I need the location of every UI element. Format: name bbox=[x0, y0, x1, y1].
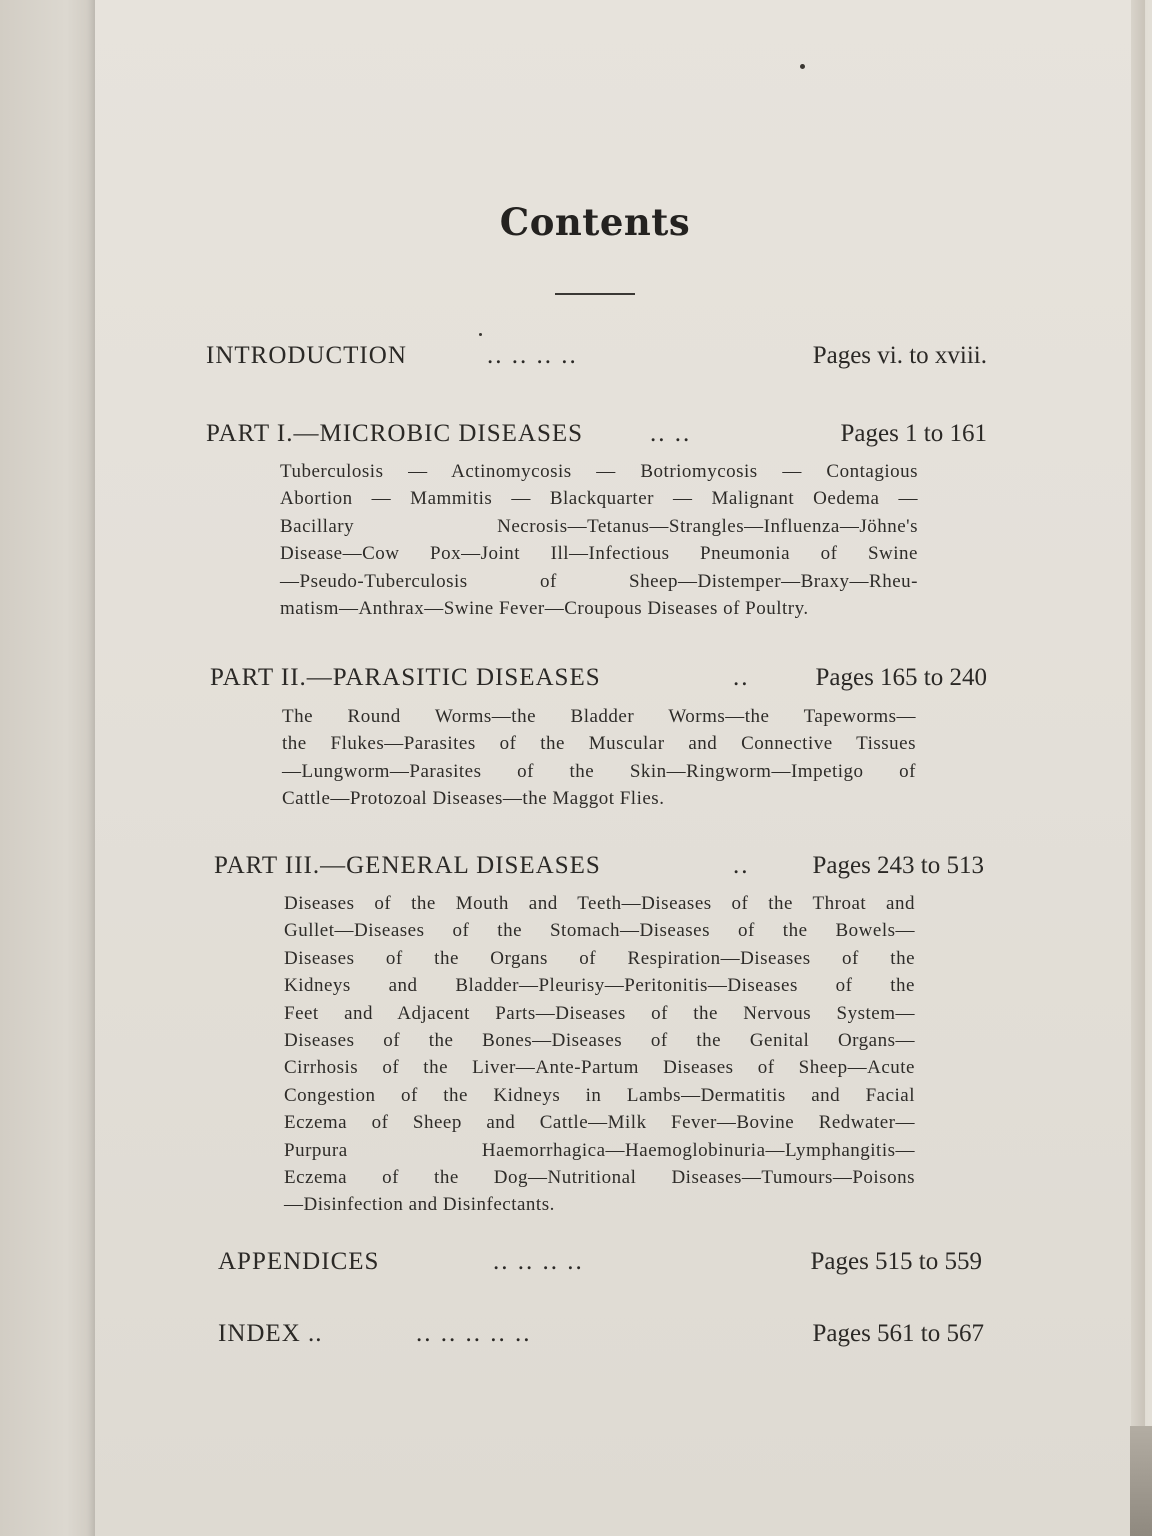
description-line: Diseases of the Organs of Respiration—Diseases of the bbox=[284, 947, 915, 969]
description-line: Tuberculosis — Actinomycosis — Botriomycosis — Contagious bbox=[280, 461, 918, 482]
description-line: Diseases of the Bones—Diseases of the Genital Organs— bbox=[284, 1030, 915, 1052]
toc-entry-part-2 bbox=[0, 664, 1152, 704]
description-line: the Flukes—Parasites of the Muscular and Connective Tissues bbox=[282, 733, 916, 755]
toc-entry-index bbox=[0, 1320, 1152, 1360]
toc-entry-pages: Pages 243 to 513 bbox=[812, 852, 984, 879]
page-title: Contents bbox=[499, 200, 691, 244]
toc-leader-dots: .. .. .. .. bbox=[493, 1248, 584, 1275]
toc-entry-label: INTRODUCTION bbox=[206, 342, 407, 369]
toc-entry-label: PART III.—GENERAL DISEASES bbox=[214, 852, 601, 879]
toc-entry-part-1 bbox=[0, 420, 1152, 460]
description-line: Feet and Adjacent Parts—Diseases of the Nervous System— bbox=[284, 1002, 915, 1024]
description-line: —Pseudo-Tuberculosis of Sheep—Distemper—Braxy—Rheu- bbox=[280, 570, 918, 592]
toc-entry-label: INDEX .. bbox=[218, 1320, 323, 1347]
description-line: matism—Anthrax—Swine Fever—Croupous Diseases of Poultry. bbox=[280, 598, 809, 620]
description-line: Disease—Cow Pox—Joint Ill—Infectious Pneumonia of Swine bbox=[280, 543, 918, 565]
description-line: Kidneys and Bladder—Pleurisy—Peritonitis—Diseases of the bbox=[284, 975, 915, 997]
toc-entry-pages: Pages 1 to 161 bbox=[840, 420, 987, 447]
toc-entry-appendices bbox=[0, 1248, 1152, 1288]
toc-entry-part-3 bbox=[0, 852, 1152, 892]
toc-entry-pages: Pages 515 to 559 bbox=[810, 1248, 982, 1275]
toc-leader-dots: .. .. bbox=[650, 420, 692, 447]
toc-leader-dots: .. .. .. .. .. bbox=[416, 1320, 532, 1347]
description-line: Cattle—Protozoal Diseases—the Maggot Flies. bbox=[282, 788, 665, 810]
description-line: Eczema of the Dog—Nutritional Diseases—Tumours—Poisons bbox=[284, 1167, 915, 1189]
toc-entry-pages: Pages 165 to 240 bbox=[815, 664, 987, 691]
description-line: Bacillary Necrosis—Tetanus—Strangles—Influenza—Jöhne's bbox=[280, 515, 918, 537]
toc-entry-label: PART I.—MICROBIC DISEASES bbox=[206, 420, 584, 447]
toc-entry-label: APPENDICES bbox=[218, 1248, 380, 1275]
description-line: —Lungworm—Parasites of the Skin—Ringworm—Impetigo of bbox=[282, 760, 916, 782]
description-line: Abortion — Mammitis — Blackquarter — Malignant Oedema — bbox=[280, 488, 918, 510]
toc-entry-label: PART II.—PARASITIC DISEASES bbox=[210, 664, 601, 691]
description-line: Cirrhosis of the Liver—Ante-Partum Diseases of Sheep—Acute bbox=[284, 1057, 915, 1079]
description-line: Purpura Haemorrhagica—Haemoglobinuria—Lymphangitis— bbox=[284, 1139, 915, 1161]
title-rule bbox=[555, 293, 635, 295]
toc-entry-introduction bbox=[0, 342, 1152, 382]
description-line: Gullet—Diseases of the Stomach—Diseases of the Bowels— bbox=[284, 920, 915, 942]
toc-entry-description-part-2 bbox=[282, 703, 916, 813]
toc-entry-description-part-1 bbox=[280, 458, 918, 622]
toc-entry-pages: Pages vi. to xviii. bbox=[812, 342, 987, 369]
toc-leader-dots: .. bbox=[733, 664, 750, 691]
description-line: Diseases of the Mouth and Teeth—Diseases of the Throat and bbox=[284, 893, 915, 914]
toc-entry-pages: Pages 561 to 567 bbox=[812, 1320, 984, 1347]
description-line: The Round Worms—the Bladder Worms—the Tapeworms— bbox=[282, 706, 916, 727]
description-line: Eczema of Sheep and Cattle—Milk Fever—Bovine Redwater— bbox=[284, 1112, 915, 1134]
description-line: Congestion of the Kidneys in Lambs—Dermatitis and Facial bbox=[284, 1084, 915, 1106]
toc-leader-dots: .. .. .. .. bbox=[487, 342, 578, 369]
description-line: —Disinfection and Disinfectants. bbox=[284, 1194, 555, 1216]
toc-entry-description-part-3 bbox=[284, 890, 915, 1219]
toc-leader-dots: .. bbox=[733, 852, 750, 879]
